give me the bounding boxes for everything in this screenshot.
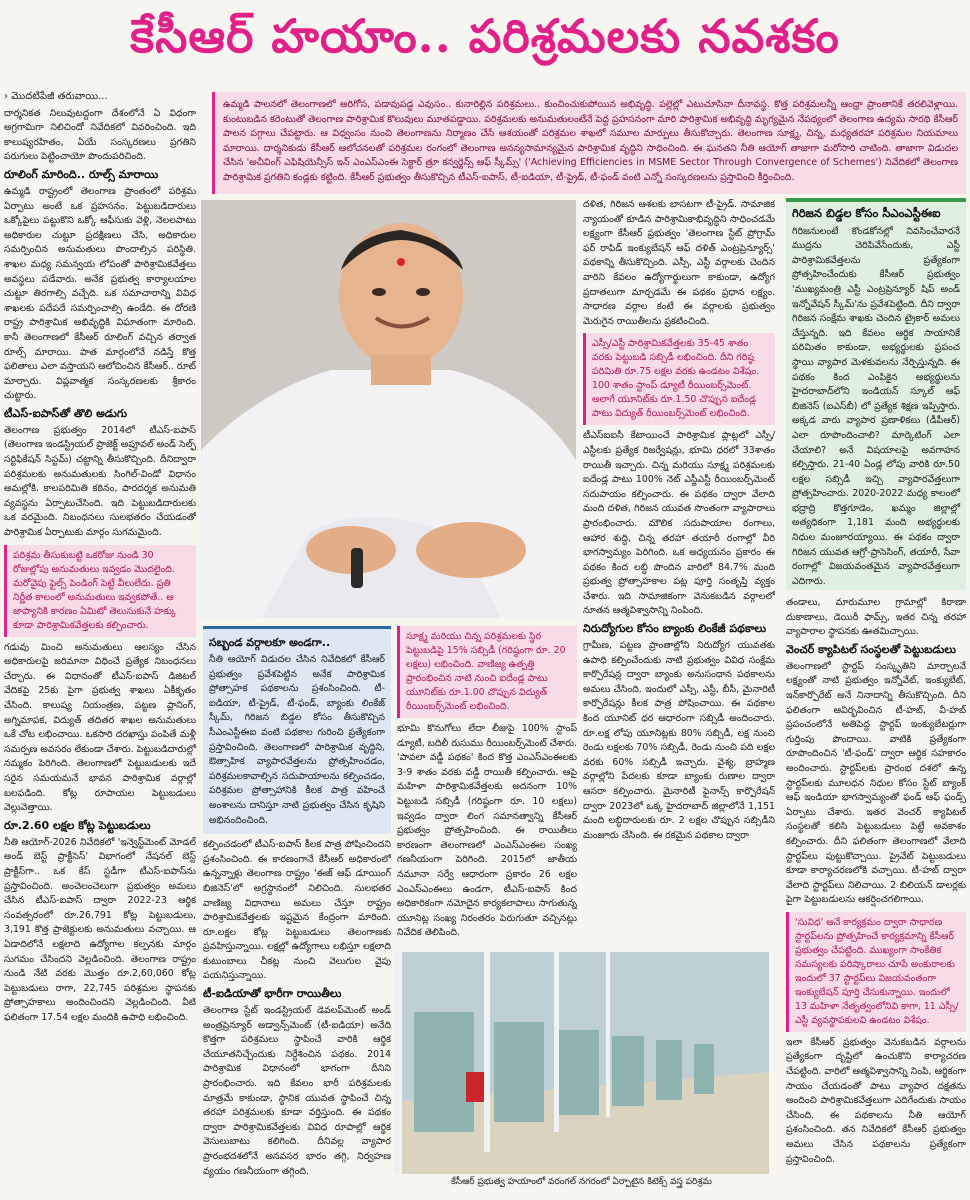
subheading: సబ్బండ వర్గాలకూ అండగా.. xyxy=(209,636,331,649)
subheading: నిరుద్యోగుల కోసం బ్యాంకు లింకేజీ పథకాలు xyxy=(583,622,767,636)
st-scheme-box xyxy=(786,198,966,590)
highlight-box: ఎస్సీ/ఎస్టీ పారిశ్రామికవేత్తలకు 35-45 శాతం వరకు పెట్టుబడి సబ్సిడీ లభించింది. దీని గరిష్ఠ పరిమితి రూ.75 లక్షల వరకు ఉండటం విశేషం. 100 శాతం స్టాంప్ డ్యూటీ రీయింబర్స్‌మెంట్. అలాగే యూనిట్‌కు రూ.1.50 చొప్పున ఐదేండ్ల పాటు విద్యుత్ రీయింబర్స్‌మెంట్ లభించింది. xyxy=(583,333,775,425)
intro-box: ఉమ్మడి పాలనలో తెలంగాణలో అరిగోస, పడావుపడ్డ ఎవుసం.. కునారిల్లిన పరిశ్రమలు.. కుంచించుకుపోయిన అభివృద్ధి. పల్లెల్లో ఎటుచూసినా దీనావస్థ. కొత్త పరిశ్రమలన్నీ ఆంధ్రా ప్రాంతానికే తరలివెళ్లాయి. కుంటుబడిన కరెంటుతో తెలంగాణ పారిశ్రామిక కొలువులు మూతపడ్డాయి. పరిశ్రమలకు అనుమతులంటేనే పెద్ద ప్రహసనంగా మారి పారిశ్రామిక అభివృద్ధి మృగ్యమైన నేపథ్యంలో తెలంగాణ ఉద్యమ సారథి కేసీఆర్ పాలన పగ్గాలు చేపట్టారు. ఆ విధ్వంసం నుంచి తెలంగాణను నిర్మాణం చేసే ఆశయంతో పరిశ్రమల శాఖలో సమూల మార్పులు తీసుకొచ్చారు. తెలంగాణ సూక్ష్మ, చిన్న, మధ్యతరహా పరిశ్రమల నియమాలు మారాయి. దార్శనికుడు కేసీఆర్ ఆలోచనలతో పరిశ్రమల రంగంలో తెలంగాణ అనన్యసామాన్యమైన పారిశ్రామిక వృద్ధిని సాధించింది. ఈ ఘనతని నీతి ఆయోగ్ తాజాగా మరోసారి చాటింది. తాజాగా విడుదల చేసిన 'అచీవింగ్ ఎఫిషియెన్సీస్ ఇన్ ఎంఎస్ఎంఈ సెక్టార్ త్రూ కన్వర్జెన్స్ ఆఫ్ స్కీమ్స్' ('Achieving Efficiencies in MSME Sector Through Convergence of Schemes') నివేదికలో తెలంగాణ పారిశ్రామిక ప్రగతిని కండ్లకు కట్టింది. కేసీఆర్ ప్రభుత్వం తీసుకొచ్చిన టీఎస్-ఐపాస్, టీ-ఐడియా, టీ-ప్రైడ్, టీ-ఫండ్ వంటి ఎన్నో సంస్కరణలను ప్రస్తావించి కీర్తించింది. xyxy=(212,92,966,194)
continued-kicker: › మొదటిపేజీ తరువాయి... xyxy=(4,91,108,102)
paragraph: టీఎస్ఐఐసీ కేటాయించే పారిశ్రామిక ప్లాట్లలో ఎస్సీ/ఎస్టీలకు ప్రత్యేక రిజర్వేషన్లు, భూమి ధరలో 33శాతం రాయితీ ఇచ్చారు. చిన్న మరియు సూక్ష్మ పరిశ్రమలకు ఐదేండ్ల పాటు 100% నెట్ ఎస్జీఎస్టీ రీయింబర్స్‌మెంట్ సదుపాయం కల్పించారు. ఈ పథకం ద్వారా వేలాది మంది దళిత, గిరిజన యువత సొంతంగా వ్యాపారాలు ప్రారంభించారు. మౌలిక సదుపాయాల రంగాలు, ఆహార శుద్ధి, చిన్న తరహా తయారీ రంగాల్లో వీరి భాగస్వామ్యం పెరిగింది. ఒక అధ్యయనం ప్రకారం ఈ పథకం కింద లబ్ధి పొందిన వారిలో 84.7% మంది ప్రభుత్వ ప్రోత్సాహకాల పట్ల పూర్తి సంతృప్తి వ్యక్తం చేశారు. ఇది సామాజికంగా వెనుకబడిన వర్గాలలో నూతన ఆత్మవిశ్వాసాన్ని నింపింది. xyxy=(583,430,775,617)
subheading: వెంచర్ క్యాపిటల్ సంస్థలతో పెట్టుబడులు xyxy=(786,642,956,656)
subheading: టీ-ఐడియాతో భారీగా రాయితీలు xyxy=(203,987,342,1001)
photo-caption: కేసీఆర్ ప్రభుత్వ హయాంలో వరంగల్ నగరంలో ఏర్పాటైన కిటెక్స్ వస్త్ర పరిశ్రమ xyxy=(451,1177,712,1187)
paragraph: ఇలా కేసీఆర్ ప్రభుత్వం వెనుకబడిన వర్గాలను ప్రత్యేకంగా దృష్టిలో ఉంచుకొని కార్యాచరణ చేపట్టింది. వారిలో ఆత్మవిశ్వాసాన్ని నింపి, ఆర్థికంగా సాయం చేయడంతో పాటు వ్యాపార దక్షతను అందించి పారిశ్రామికవేత్తలుగా ఎదిగేందుకు సాయం చేసింది. ఈ పథకాలను నీతి ఆయోగ్ ప్రశంసించింది. తన నివేదికలో కేసీఆర్ ప్రభుత్వం అమలు చేసిన పథకాలను ప్రత్యేకంగా ప్రస్తావించింది. xyxy=(786,1036,966,1165)
highlight-box: సూక్ష్మ మరియు చిన్న పరిశ్రమలకు స్థిర పెట్టుబడిపై 15% సబ్సిడీ (గరిష్ఠంగా రూ. 20 లక్షలు) లభించింది. వాణిజ్య ఉత్పత్తి ప్రారంభించిన నాటి నుంచి ఐదేండ్ల పాటు యూనిట్‌కు రూ.1.00 చొప్పున విద్యుత్ రీయింబర్స్‌మెంట్ లభించింది. xyxy=(397,626,577,718)
headline: కేసీఆర్ హయాం.. పరిశ్రమలకు నవశకం xyxy=(130,9,840,63)
portrait-illustration xyxy=(201,200,576,618)
subheading: టీఎస్-ఐపాస్‌తో తొలి అడుగు xyxy=(4,406,128,420)
column-2 xyxy=(203,622,391,1196)
paragraph: తెలంగాణ ప్రభుత్వం 2014లో టీఎస్-ఐపాస్ (తెలంగాణ ఇండస్ట్రియల్ ప్రాజెక్ట్ అప్రూవల్ అండ్ సెల్ఫ్ సర్టిఫికేషన్ సిస్టమ్) చట్టాన్ని తీసుకొచ్చింది. దీనిద్వారా పరిశ్రమలకు అనుమతులకు సింగిల్-విండో విధానం అమల్లోకి. కాలపరిమితి కఠినం, పారదర్శక అనుమతి వ్యవస్థను ఏర్పాటుచేసింది. ఇది పెట్టుబడిదారులకు ఒక వరమైంది. నిబంధనలు సులభతరం చేయడంతో పారిశ్రామిక ఏర్పాటుకు మార్గం సుగమమైంది. xyxy=(4,424,196,539)
column-1 xyxy=(4,90,196,1196)
paragraph: భూమి కొనుగోలు లేదా లీజుపై 100% స్టాంప్ డ్యూటీ, బదిలీ రుసుము రీయింబర్స్‌మెంట్ చేశారు. 'పావలా వడ్డీ పథకం' కింద కొత్త ఎంఎస్ఎంఈలకు 3-9 శాతం వరకు వడ్డీ రాయితీ కల్పించారు. ఆపై మహిళా పారిశ్రామికవేత్తలకు అదనంగా 10% పెట్టుబడి సబ్సిడీ (గరిష్ఠంగా రూ. 10 లక్షలు) ఇవ్వడం ద్వారా లింగ సమానత్వాన్ని కేసీఆర్ ప్రభుత్వం ప్రోత్సహించింది. ఈ రాయితీలు కారణంగా తెలంగాణలో ఎంఎస్ఎంఈల సంఖ్య గణనీయంగా పెరిగింది. 2015లో జాతీయ నమూనా సర్వే ఆధారంగా ప్రకారం 26 లక్షల ఎంఎస్ఎంఈలు ఉండగా, టీఎస్-ఐపాస్ కింద అధికారికంగా నమోదైన కార్యకలాపాలు సాగుతున్న యూనిట్ల సంఖ్య నిరంతరం పెరుగుతూ వచ్చినట్లు నివేదిక తెలిపింది. xyxy=(397,723,577,939)
paragraph: దళిత, గిరిజన ఆశలకు బాసటగా టీ-ప్రైడ్. సామాజిక న్యాయంతో కూడిన పారిశ్రామికాభివృద్ధిని సాధించడమే లక్ష్యంగా కేసీఆర్ ప్రభుత్వం 'తెలంగాణ స్టేట్ ప్రోగ్రామ్ ఫర్ రాపిడ్ ఇంక్యుబేషన్ ఆఫ్ దళిత్ ఎంట్రప్రెన్యూర్స్' పథకాన్ని తీసుకొచ్చింది. ఎస్సీ, ఎస్టీ వర్గాలకు చెందిన వారిని కేవలం ఉద్యోగార్థులుగా కాకుండా, ఉద్యోగ ప్రదాతలుగా మార్చడమే ఈ పథకం ప్రధాన లక్ష్యం. సాధారణ వర్గాల కంటే ఈ వర్గాలకు ప్రభుత్వం మెరుగైన రాయితీలను ప్రకటించింది. xyxy=(583,199,775,327)
column-5 xyxy=(786,596,966,1196)
subheading: రూ.2.60 లక్షల కోట్ల పెట్టుబడులు xyxy=(4,818,151,832)
highlight-box: పరిశ్రమ తీసుకుబట్టి ఒకరోజు నుండి 30 రోజుల్లోపు అనుమతులు ఇవ్వడం మొదలైంది. మరోవైపు ఫైల్స్ పెండింగ్ పెట్టే వీలులేదు. ప్రతి నిర్ణీత కాలంలో అనుమతులు ఇవ్వకపోతే.. ఆ జాప్యానికి కారణం ఏమిటో తెలుసుకునే హక్కు కూడా పారిశ్రామికవేత్తలకు కల్పించారు. xyxy=(4,545,196,637)
subheading: రూలింగ్ మారింది.. రూల్స్ మారాయి xyxy=(4,167,159,181)
highlight-box: 'సువిధ' అనే కార్యక్రమం ద్వారా సాధారణ స్టార్టప్‌లను ప్రోత్సహించే కార్యక్రమాన్ని కేసీఆర్ ప్రభుత్వం చేపట్టింది. ముఖ్యంగా సాంకేతిక సమస్యలకు పరిష్కారాలు చూపే అంకురాలకు ఇందులో 37 స్టార్టప్‌లు విజయవంతంగా ఇంక్యుబేషన్ పూర్తి చేసుకున్నాయి. ఇందులో 13 మహిళా నేతృత్వంలోనివి కాగా, 11 ఎస్సీ/ఎస్టీ వ్యవస్థాపకులవి ఉండటం విశేషం. xyxy=(786,912,966,1032)
paragraph: గిరిజనులంటే కొండకోనల్లో నివసించేవారనే ముద్రను చెరిపివేసేందుకు, ఎస్టీ పారిశ్రామికవేత్తలను ప్రత్యేకంగా ప్రోత్సహించేందుకు కేసీఆర్ ప్రభుత్వం 'ముఖ్యమంత్రి ఎస్టీ ఎంట్రప్రెన్యూర్ షిప్ అండ్ ఇన్నోవేషన్ స్కీమ్'ను ప్రవేశపెట్టింది. దీని ద్వారా గిరిజన సంక్షేమ శాఖకు చెందిన ట్రైకార్ అమలు చేస్తున్నది. ఇది కేవలం ఆర్థిక సాయానికే పరిమితం కాకుండా, అభ్యర్థులకు ప్రపంచ స్థాయి వ్యాపార మెళకువలను నేర్పిస్తున్నది. ఈ పథకం కింద ఎంపికైన అభ్యర్థులను హైదరాబాద్‌లోని ఇండియన్ స్కూల్ ఆఫ్ బిజినెస్ (ఐఎస్‌బీ) లో ప్రత్యేక శిక్షణ ఇప్పిస్తారు. అక్కడ వారు వ్యాపార ప్రణాళికలు (డీపీఆర్) ఎలా రూపొందించాలి? మార్కెటింగ్ ఎలా చేయాలి? అనే విషయాలపై అవగాహన కల్పిస్తారు. 21-40 ఏండ్ల లోపు వారికి రూ.50 లక్షల సబ్సిడీ ఇచ్చి వ్యాపారవేత్తలుగా ప్రోత్సహించారు. 2020-2022 మధ్య కాలంలో భద్రాద్రి కొత్తగూడెం, ఖమ్మం జిల్లాల్లో అత్యధికంగా 1,181 మంది అభ్యర్థులకు నిధుల మంజూరయ్యాయి. ఈ పథకం ద్వారా గిరిజన యువత ఆగ్రో-ప్రాసెసింగ్, తయారీ, సేవా రంగాల్లో విజయవంతమైన వ్యాపారవేత్తలుగా ఎదిగారు. xyxy=(792,225,960,587)
factory-illustration xyxy=(394,952,769,1174)
paragraph: గ్రామీణ, పట్టణ ప్రాంతాల్లోని నిరుద్యోగ యువతకు ఉపాధి కల్పించేందుకు నాటి ప్రభుత్వం వివిధ సంక్షేమ కార్పొరేషన్ల ద్వారా బ్యాంకు అనుసంధాన పథకాలను అమలు చేసింది. ఇందులో ఎస్సీ, ఎస్టీ, బీసీ, మైనారిటీ కార్పొరేషన్లు కీలక పాత్ర పోషించాయి. ఈ పథకాల కింద యూనిట్ ధర ఆధారంగా సబ్సిడీ అందించారు. రూ.లక్ష లోపు యూనిట్లకు 80% సబ్సిడీ, లక్ష నుంచి రెండు లక్షలకు 70% సబ్సిడీ, రెండు నుంచి పది లక్షల వరకు 60% సబ్సిడీ ఇచ్చారు. వైశ్య, బ్రాహ్మణ వర్గాల్లోని పేదలకు కూడా బ్యాంకు రుణాల ద్వారా ఆసరా కల్పించారు. మైనారిటీ ఫైనాన్స్ కార్పొరేషన్ ద్వారా 2023లో ఒక్క హైదరాబాద్ జిల్లాలోనే 1,151 మంది లబ్ధిదారులకు రూ. 2 లక్షల చొప్పున సబ్సిడీని మంజూరు చేసింది. ఈ రకమైన పథకాల ద్వారా xyxy=(583,640,775,841)
section-box xyxy=(203,626,391,834)
column-4 xyxy=(583,198,775,948)
column-3 xyxy=(397,622,577,948)
factory-photo xyxy=(394,952,769,1174)
paragraph: కల్పించడంలో టీఎస్-ఐపాస్ కీలక పాత్ర పోషించిందని ప్రశంసించింది. ఈ కారణంగానే కేసీఆర్ అధికారంలో ఉన్నన్నాళ్లు తెలంగాణ రాష్ట్రం 'ఈజ్ ఆఫ్ డూయింగ్ బిజినెస్'లో అగ్రస్థానంలో నిలిచింది. సులభతర వాణిజ్య విధానాలు అమలు చేస్తూ రాష్ట్రం పారిశ్రామికవేత్తలకు ఇష్టమైన కేంద్రంగా మారింది. రూ.లక్షల కోట్ల పెట్టుబడులు తెలంగాణకు ప్రవహిస్తున్నాయి. లక్షల్లో ఉద్యోగాలు లభిస్తూ లక్షలాది కుటుంబాలు చీకట్ల నుంచి వెలుగుల వైపు పయనిస్తున్నాయి. xyxy=(203,839,391,982)
paragraph: నీతి ఆయోగ్ విడుదల చేసిన నివేదికలో కేసీఆర్ ప్రభుత్వం ప్రవేశపెట్టిన అనేక పారిశ్రామిక ప్రోత్సాహక పథకాలను ప్రశంసించింది. టీ-ఐడియా, టీ-ప్రైడ్, టీ-ఫండ్, బ్యాంకు లింకేజ్ స్కీమ్, గిరిజన బిడ్డల కోసం తీసుకొచ్చిన సీఎంఎస్టీఈఐ వంటి పథకాల గురించి ప్రత్యేకంగా ప్రస్తావించింది. తెలంగాణలో పారిశ్రామిక వృద్ధిని, ఔత్సాహిక వ్యాపారవేత్తలను ప్రోత్సహించడం, పరిశ్రమలకావాల్సిన సదుపాయాలను కల్పించడం, పరిశ్రమల ప్రోత్సాహానికి కీలక పాత్ర వహించే అంశాలను దానిస్తూ నాటి ప్రభుత్వం చేసిన కృషిని అభినందించింది. xyxy=(209,654,385,826)
paragraph: నీతి ఆయోగ్-2026 నివేదికలో 'ఇన్వెస్ట్‌మెంట్ మోడల్ అండ్ బెస్ట్ ప్రాక్టీసెస్' విభాగంలో నేషనల్ బెస్ట్ ప్రాక్టీస్‌గా.. ఒక కేస్ స్టడీగా టీఎస్-ఐపాస్‌ను ప్రస్తావించింది. అంచెలంచెలుగా ప్రభుత్వం అమలు చేసిన టీఎస్-ఐపాస్ ద్వారా 2022-23 ఆర్థిక సంవత్సరంలో రూ.26,791 కోట్ల పెట్టుబడులు, 3,191 కొత్త ప్రాజెక్టులకు అనుమతులు వచ్చాయి. ఆ ఏడాదిలోనే లక్షలాది ఉద్యోగాల కల్పనకు మార్గం సుగమం చేసిందని వెల్లడించింది. తెలంగాణ రాష్ట్రం నుండి నేటి వరకు మొత్తం రూ.2,60,060 కోట్ల పెట్టుబడులు రాగా, 22,745 పరిశ్రమల స్థాపనకు ప్రోత్సాహకాలు అందించిందని వెల్లడించింది. వీటి ఫలితంగా 17.54 లక్షల మందికి ఉపాధి లభించింది. xyxy=(4,836,196,1023)
box-title: గిరిజన బిడ్డల కోసం సీఎంఎస్టీఈఐ xyxy=(792,206,941,220)
paragraph: ఉమ్మడి రాష్ట్రంలో తెలంగాణ ప్రాంతంలో పరిశ్రమ ఏర్పాటు అంటే ఒక ప్రహసనం. పెట్టుబడిదారులు ఒక్కోపైలు పట్టుకొని ఒక్కో ఆఫీసుకు వెళ్లి, నెలలపాటు అధికారుల చుట్టూ ప్రదక్షిణలు చేసి, అధికారుల సమర్పించిన అనుమతులు పొందాల్సిన పరిస్థితి. శాఖల మధ్య సమన్వయ లోపంతో పారిశ్రామికవేత్తలు అవస్థలు పడేవారు. అనేక ప్రభుత్వ కార్యాలయాల చుట్టూ తిరగాల్సి వచ్చేది. ఒక సమాచారాన్ని వివిధ శాఖలకు పదేపదే సమర్పించాల్సి ఉండేది. ఈ దోరణి రాష్ట్ర పారిశ్రామిక అభివృద్ధికి విఘాతంగా మారింది. కానీ తెలంగాణలో కేసీఆర్ రూలింగ్ వచ్చిన తర్వాత రూల్స్ మారాయి. పాత మార్గంలోనే నడిస్తే కొత్త ఫలితాలు ఎలా వస్తాయని ఆలోచించిన కేసీఆర్.. రూట్ మార్చారు. విప్లవాత్మక సంస్కరణలకు శ్రీకారం చుట్టారు. xyxy=(4,185,196,402)
paragraph: గడువు మించి అనుమతులు ఆలస్యం చేసిన అధికారులపై జరిమానా విధించే ప్రత్యేక నిబంధనలు చేర్చారు. ఈ విధానంతో టీఎస్-ఐపాస్ డిజిటల్ వేదికపై 25కు పైగా ప్రభుత్వ శాఖలు ఏకీకృతం చేసింది. కాలుష్య నియంత్రణ, పట్టణ ప్లానింగ్, అగ్నిమాపక, విద్యుత్ తదితర శాఖల అనుమతులు ఒకే చోట లభించాయి. ఒకసారి దరఖాస్తు పంపితే మళ్లీ సమర్పణ అవసరం లేకుండా చేశారు. పెట్టుబడిదారుల్లో నమ్మకం పెరిగింది. తెలంగాణలో పెట్టుబడులకు ఇదే సరైన సమయమనే భావన పారిశ్రామిక వర్గాల్లో బలపడింది. కోట్ల రూపాయల పెట్టుబడులు వెల్లువెత్తాయి. xyxy=(4,641,196,814)
paragraph: తండాలు, మారుమూల గ్రామాల్లో కిరాణా దుకాణాలు, డెయిరీ ఫామ్స్, ఇతర చిన్న తరహా వ్యాపారాల స్థాపనకు ఊతమిచ్చాయి. xyxy=(786,597,966,638)
paragraph: తెలంగాణ స్టేట్ ఇండస్ట్రియల్ డెవలప్‌మెంట్ అండ్ అంత్రప్రెన్యూర్ అడ్వాన్స్‌మెంట్ (టీ-ఐడియా) అనేది కొత్తగా పరిశ్రమలు స్థాపించే వారికి ఆర్థిక చేయూతనిచ్చేందుకు నిర్దేశించిన పథకం. 2014 పారిశ్రామిక విధానంలో భాగంగా దీనిని ప్రారంభించారు. ఇది కేవలం భారీ పరిశ్రమలకు మాత్రమే కాకుండా, స్థానిక యువత స్థాపించే చిన్న తరహా పరిశ్రమలకు కూడా వర్తిస్తుంది. ఈ పథకం ద్వారా పారిశ్రామికవేత్తలకు వివిధ రూపాల్లో ఆర్థిక వెసులుబాటు కలిగింది. దీనివల్ల వ్యాపార ప్రారంభదశలోనే అనవసర భారం తగ్గి, నిర్వహణ వ్యయం గణనీయంగా తగ్గింది. xyxy=(203,1005,391,1177)
paragraph: దార్శనికత నిలువుటద్దంగా దేశంలోనే ఏ విధంగా అగ్రగామిగా నిలిచిందో నివేదికలో వివరించింది. ఇది కాలుష్యరహితం, ఏయే సంస్కరణలు ప్రగతిని పరుగులు పెట్టించాయో పొందుపరిచింది. xyxy=(4,107,196,163)
kcr-photo xyxy=(201,200,576,618)
paragraph: తెలంగాణలో స్టార్టప్ సంస్కృతిని మార్చాలనే లక్ష్యంతో నాటి ప్రభుత్వం ఇన్నోవేట్, ఇంక్యుబేట్, ఇన్‌కార్పొరేట్ అనే నినాదాన్ని తీసుకొచ్చింది. దీని ఫలితంగా ఆవిర్భవించిన టీ-హబ్, వీ-హబ్ ప్రపంచంలోనే అతిపెద్ద స్టార్టప్ ఇంక్యుబేటర్లుగా గుర్తింపు పొందాయి. వాటికి ప్రత్యేకంగా రూపొందించిన 'టీ-ఫండ్' ద్వారా ఆర్థిక సహకారం అందించారు. స్టార్టప్‌లకు ప్రారంభ దశలో ఉన్న స్టార్టప్‌లకు మూలధన నిధుల కోసం స్టేట్ బ్యాంక్ ఆఫ్ ఇండియా భాగస్వామ్యంతో ఫండ్ ఆఫ్ ఫండ్స్ ఏర్పాటు చేశారు. ఇతర వెంచర్ క్యాపిటల్ సంస్థలతో కలిసి పెట్టుబడులు పెట్టే అవకాశం కల్పించారు. దీని ఫలితంగా తెలంగాణలో వేలాది స్టార్టప్‌లు పుట్టుకొచ్చాయి. ప్రైవేట్ పెట్టుబడులు కూడా కార్యాచరణలోకి వచ్చాయి. టీ-హబ్ ద్వారా వేలాది స్టార్టప్‌లు నిలిచాయి. 2 బిలియన్ డాలర్లకు పైగా పెట్టుబడులను ఆకర్షించగలిగాయి. xyxy=(786,660,966,906)
